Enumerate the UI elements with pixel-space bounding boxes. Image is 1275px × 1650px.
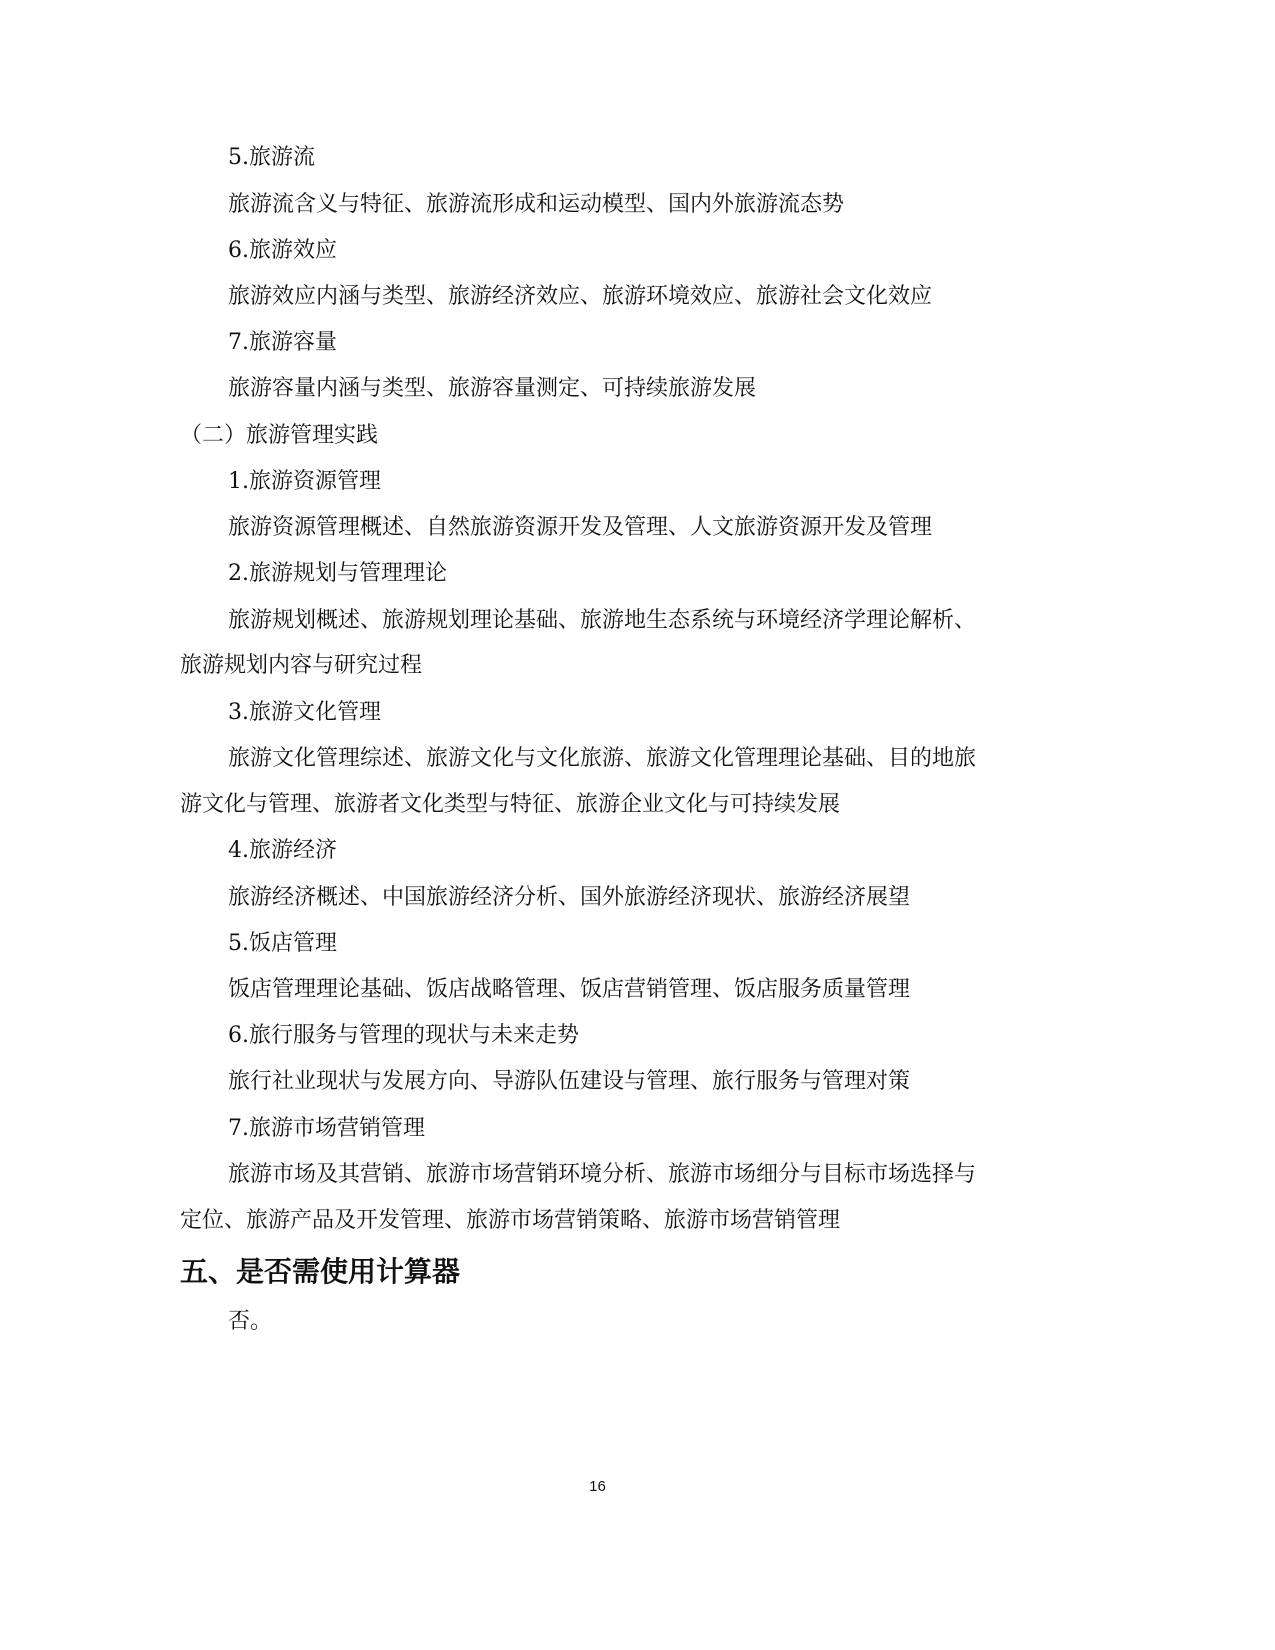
item-title: 7.旅游容量 [228, 330, 337, 355]
item-body-continued: 游文化与管理、旅游者文化类型与特征、旅游企业文化与可持续发展 [180, 792, 841, 817]
item-body: 旅游容量内涵与类型、旅游容量测定、可持续旅游发展 [228, 376, 757, 401]
item-title: 1.旅游资源管理 [228, 469, 381, 494]
item-body: 旅游资源管理概述、自然旅游资源开发及管理、人文旅游资源开发及管理 [228, 515, 933, 540]
item-body: 旅游效应内涵与类型、旅游经济效应、旅游环境效应、旅游社会文化效应 [228, 284, 933, 309]
item-body: 旅游规划概述、旅游规划理论基础、旅游地生态系统与环境经济学理论解析、 [228, 608, 977, 633]
item-body: 旅游经济概述、中国旅游经济分析、国外旅游经济现状、旅游经济展望 [228, 885, 911, 910]
item-body: 旅行社业现状与发展方向、导游队伍建设与管理、旅行服务与管理对策 [228, 1069, 911, 1094]
section-title: （二）旅游管理实践 [180, 423, 379, 448]
item-title: 2.旅游规划与管理理论 [228, 561, 447, 586]
item-title: 7.旅游市场营销管理 [228, 1116, 425, 1141]
item-title: 3.旅游文化管理 [228, 700, 381, 725]
page-number: 16 [589, 1478, 606, 1495]
item-body: 饭店管理理论基础、饭店战略管理、饭店营销管理、饭店服务质量管理 [228, 977, 911, 1002]
section-answer: 否。 [228, 1309, 273, 1334]
section-heading: 五、是否需使用计算器 [180, 1255, 461, 1288]
item-body: 旅游文化管理综述、旅游文化与文化旅游、旅游文化管理理论基础、目的地旅 [228, 746, 977, 771]
item-body: 旅游流含义与特征、旅游流形成和运动模型、国内外旅游流态势 [228, 192, 845, 217]
item-title: 4.旅游经济 [228, 838, 337, 863]
item-title: 5.饭店管理 [228, 931, 337, 956]
item-body-continued: 旅游规划内容与研究过程 [180, 653, 423, 678]
item-body: 旅游市场及其营销、旅游市场营销环境分析、旅游市场细分与目标市场选择与 [228, 1162, 977, 1187]
item-body-continued: 定位、旅游产品及开发管理、旅游市场营销策略、旅游市场营销管理 [180, 1208, 841, 1233]
item-title: 6.旅行服务与管理的现状与未来走势 [228, 1023, 579, 1048]
item-title: 6.旅游效应 [228, 238, 337, 263]
item-title: 5.旅游流 [228, 145, 315, 170]
